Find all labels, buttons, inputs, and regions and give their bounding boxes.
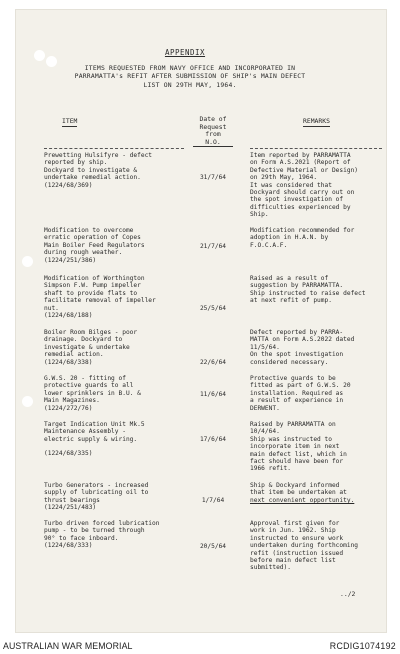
item-reference: (1224/68/338) [44, 358, 93, 366]
item-turbo-generators: Turbo Generators - increased supply of lubricating oil to thrust bearings (1224/251/483) [44, 482, 184, 512]
archive-record-id: RCDIG1074192 [329, 641, 396, 651]
punch-hole [22, 256, 33, 267]
item-boiler-feed-regulators: Modification to overcome erratic operation of Copes Main Boiler Feed Regulators during rough weather. (1224/251/386) [44, 227, 184, 264]
item-boiler-room-bilges: Boiler Room Bilges - poor drainage. Dockyard to investigate & undertake remedial action. (1224/68/338) [44, 329, 184, 366]
appendix-title: APPENDIX [164, 48, 206, 57]
item-reference: (1224/68/333) [44, 542, 93, 550]
item-reference: (1224/68/369) [44, 181, 93, 189]
request-date: 20/5/64 [199, 543, 227, 550]
remark-gws-20-guards: Protective guards to be fitted as part of G.W.S. 20 installation. Required as a result of experience in DERWENT. [250, 375, 351, 412]
remark-target-indication-unit: Raised by PARRAMATTA on 10/4/64. Ship was instructed to incorporate item in next main defect list, which in fact should have been for 1966 refit. [250, 421, 347, 473]
heading-line: LIST ON 29TH MAY, 1964. [143, 80, 237, 89]
request-date: 22/6/64 [199, 359, 227, 366]
heading-line: PARRAMATTA's REFIT AFTER SUBMISSION OF SHIP's MAIN DEFECT [74, 72, 306, 81]
item-reference: (1224/272/76) [44, 404, 93, 412]
remark-boiler-feed-regulators: Modification recommended for adoption in H.A.N. by F.O.C.A.F. [250, 227, 355, 249]
column-header-remarks: REMARKS [303, 117, 330, 125]
item-reference: (1224/68/335) [44, 450, 93, 458]
heading-line: ITEMS REQUESTED FROM NAVY OFFICE AND INCORPORATED IN [84, 64, 296, 72]
remark-fw-pump-impeller: Raised as a result of suggestion by PARRAMATTA. Ship instructed to raise defect at next refit of pump. [250, 275, 366, 305]
column-header-date: Date of Request from N.O. [193, 116, 233, 147]
punch-hole [22, 396, 33, 407]
remark-forced-lubrication-pump: Approval first given for work in Jun. 1962. Ship instructed to ensure work undertaken during forthcoming refit (instruction issued before main defect list submitted). [250, 520, 359, 572]
header-rule [250, 148, 382, 149]
item-forced-lubrication-pump: Turbo driven forced lubrication pump - to be turned through 90° to face inboard. (1224/68/333) [44, 520, 184, 550]
request-date: 11/6/64 [199, 391, 227, 398]
item-fw-pump-impeller: Modification of Worthington Simpson F.W. Pump impeller shaft to provide flats to facilitate removal of impeller nut. (1224/68/188) [44, 275, 184, 319]
item-gws-20-guards: G.W.S. 20 - fitting of protective guards to all lower sprinklers in B.U. & Main Magazines. (1224/272/76) [44, 375, 184, 412]
request-date: 21/7/64 [199, 243, 227, 250]
page-continuation: ../2 [340, 590, 356, 598]
archive-footer [0, 638, 400, 654]
header-rule [44, 148, 184, 149]
item-prewetting: Prewetting Hulsifyre - defect reported by ship. Dockyard to investigate & undertake remedial action. (1224/68/369) [44, 152, 184, 189]
column-header-item: ITEM [62, 117, 78, 125]
remark-prewetting: Item reported by PARRAMATTA on Form A.S.2021 (Report of Defective Material or Design) on 29th May, 1964. It was considered that Dockyard should carry out on the spot investigation of difficulties experienced by Ship. [250, 152, 359, 219]
request-date: 31/7/64 [199, 174, 227, 181]
request-date: 1/7/64 [201, 497, 225, 504]
request-date: 17/6/64 [199, 436, 227, 443]
document-heading [30, 64, 350, 89]
remark-turbo-generators: Ship & Dockyard informed that item be undertaken at next convenient opportunity. [250, 482, 355, 504]
item-reference: (1224/251/483) [44, 504, 97, 512]
request-date: 25/5/64 [199, 305, 227, 312]
item-reference: (1224/251/386) [44, 256, 97, 264]
remark-boiler-room-bilges: Defect reported by PARRA- MATTA on Form A.S.2022 dated 11/5/64. On the spot investigation considered necessary. [250, 329, 355, 366]
item-reference: (1224/68/188) [44, 312, 93, 320]
archive-name: AUSTRALIAN WAR MEMORIAL [3, 641, 133, 651]
item-target-indication-unit: Target Indication Unit Mk.5 Maintenance Assembly - electric supply & wiring. (1224/68/335) [44, 421, 184, 458]
